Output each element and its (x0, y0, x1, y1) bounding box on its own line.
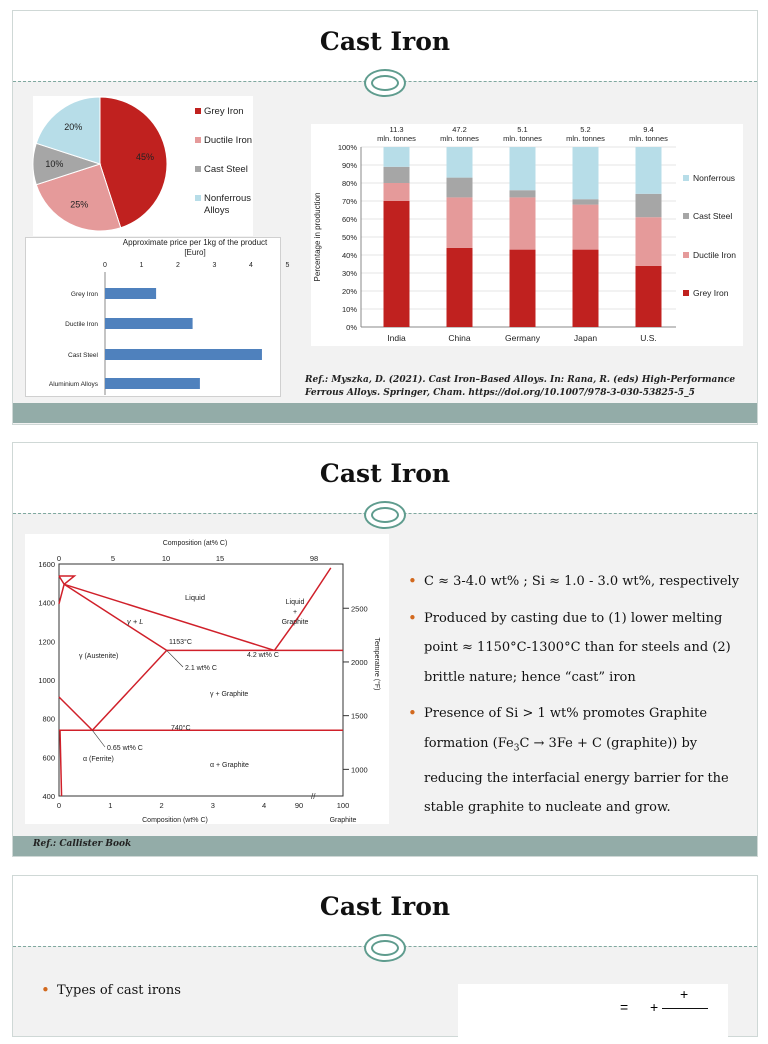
tick-label: 600 (42, 753, 55, 763)
slide-title: Cast Iron (319, 892, 451, 921)
tick-label: 5 (110, 554, 116, 563)
bullet-list (406, 567, 746, 830)
delta-line (59, 584, 64, 604)
legend-swatch (195, 195, 201, 201)
legend-swatch (195, 108, 201, 114)
tick-label: 80% (341, 179, 357, 188)
bar-segment (510, 190, 536, 197)
axis-label: Composition (at% C) (162, 540, 228, 547)
tick-label: 400 (42, 792, 55, 801)
category-label: Grey Iron (70, 291, 98, 298)
legend-swatch (683, 213, 689, 219)
bar-segment (384, 201, 410, 327)
tick-label: 50% (341, 233, 357, 242)
plus-sign: + (650, 999, 659, 1015)
bar-segment (510, 147, 536, 190)
bar-segment (573, 250, 599, 327)
bar-segment (573, 199, 599, 204)
legend-swatch (195, 137, 201, 143)
tick-label: 2 (176, 262, 180, 269)
production-chart-panel (311, 124, 743, 346)
subscript: 3 (513, 743, 520, 754)
region-label: γ + Graphite (210, 691, 249, 698)
bar (105, 349, 262, 360)
tick-label: 40% (341, 251, 357, 260)
legend-swatch (683, 175, 689, 181)
slide-title: Cast Iron (319, 459, 451, 488)
bar (105, 318, 193, 329)
tick-label: 1500 (351, 711, 368, 721)
tick-label: 3 (210, 801, 215, 810)
reference-text: Ref.: Callister Book (33, 839, 132, 849)
price-chart-panel (25, 237, 290, 397)
category-label: Germany (505, 333, 540, 343)
top-label: mln. tonnes (503, 134, 542, 143)
gamma-alpha-line (59, 697, 92, 730)
production-stacked-chart (311, 124, 743, 346)
slide-footer (13, 403, 757, 423)
plus-sign-numerator: + (680, 986, 689, 1002)
top-label: 9.4 (643, 125, 654, 134)
top-label: mln. tonnes (629, 134, 668, 143)
legend-label: Grey Iron (693, 288, 729, 298)
slide-3 (12, 875, 758, 1037)
tick-label: 2500 (351, 604, 368, 614)
top-label: mln. tonnes (440, 134, 479, 143)
slide-2 (12, 442, 758, 857)
legend-label: Ductile Iron (693, 250, 736, 260)
axis-end-label: Graphite (329, 817, 357, 824)
bar-segment (636, 147, 662, 194)
category-label: Ductile Iron (65, 321, 98, 328)
top-label: mln. tonnes (566, 134, 605, 143)
top-label: 11.3 (389, 125, 404, 134)
category-label: Japan (573, 333, 598, 343)
reference-text: Ref.: Myszka, D. (2021). Cast Iron–Based Alloys. In: Rana, R. (eds) High-Performance Ferrous Alloys. Springer, Cham. https://doi.org/10.1007/978-3-030-53825-5_5 (305, 375, 736, 398)
tick-label: 60% (341, 215, 357, 224)
annotation: 1153°C (169, 639, 192, 646)
tick-label: 0 (56, 554, 62, 563)
region-label: γ (Austenite) (79, 653, 119, 660)
axis-label: Composition (wt% C) (142, 817, 208, 824)
pie-chart (33, 96, 253, 236)
axis-break: // (311, 792, 316, 801)
category-label: Aluminium Alloys (48, 381, 98, 388)
region-label: Liquid (185, 593, 206, 602)
tick-label: 20% (341, 287, 357, 296)
region-label: α (Ferrite) (83, 756, 114, 763)
top-label: 5.1 (517, 125, 528, 134)
price-bar-chart (25, 237, 290, 397)
tick-label: 3 (212, 262, 217, 269)
chart-border (26, 238, 281, 397)
legend-label: Ductile Iron (204, 135, 253, 146)
pie-slice-label: 20% (64, 122, 83, 133)
bullet-item (406, 699, 746, 823)
bar-segment (384, 167, 410, 183)
tick-label: 1 (108, 801, 113, 810)
bar-segment (384, 147, 410, 167)
bar-segment (447, 197, 473, 247)
tick-label: 2 (159, 801, 164, 810)
top-label: 47.2 (452, 125, 467, 134)
legend-swatch (683, 290, 689, 296)
tick-label: 15 (215, 554, 225, 563)
bullet-item: • Types of cast irons (39, 976, 359, 1006)
annotation: 0.65 wt% C (107, 745, 143, 752)
bar (105, 288, 156, 299)
liquidus-line (59, 576, 274, 650)
fraction-bar (662, 1008, 708, 1009)
tick-label: 0 (56, 801, 62, 810)
bar (105, 378, 200, 389)
ornament-icon (364, 69, 406, 97)
bullet-list (39, 976, 359, 1013)
tick-label: 4 (249, 262, 253, 269)
bar-segment (573, 205, 599, 250)
chart-title: [Euro] (184, 248, 206, 257)
tick-label: 1000 (351, 765, 368, 775)
bar-segment (510, 250, 536, 327)
ornament-icon (364, 501, 406, 529)
legend-label: Cast Steel (204, 164, 248, 175)
tick-label: 100% (337, 143, 357, 152)
region-label: γ + L (127, 617, 144, 626)
bar-segment (447, 248, 473, 327)
pie-slice-label: 10% (45, 159, 64, 169)
annotation: 740°C (171, 725, 191, 732)
tick-label: 98 (309, 554, 319, 563)
tick-label: 90% (341, 161, 357, 170)
equals-sign: = (620, 999, 629, 1015)
legend-label: Nonferrous (204, 193, 251, 204)
legend-swatch (683, 252, 689, 258)
annotation: 4.2 wt% C (247, 652, 279, 659)
tick-label: 90 (294, 801, 304, 810)
leader-line (92, 730, 105, 747)
top-label: 5.2 (580, 125, 591, 134)
region-label: Graphite (281, 619, 309, 626)
tick-label: 800 (42, 714, 55, 724)
solidus-line (64, 584, 167, 650)
bar-segment (384, 183, 410, 201)
legend-label: Alloys (204, 205, 230, 216)
tick-label: 30% (341, 269, 357, 278)
solvus-line (92, 650, 166, 730)
ornament-icon (364, 934, 406, 962)
tick-label: 1000 (38, 676, 55, 685)
category-label: U.S. (640, 333, 657, 343)
formula-panel (458, 984, 728, 1044)
alpha-solvus-line (60, 730, 62, 796)
pie-slice-label: 25% (70, 199, 89, 210)
tick-label: 70% (341, 197, 357, 206)
bullet-item: • C ≈ 3-4.0 wt% ; Si ≈ 1.0 - 3.0 wt%, respectively (406, 567, 746, 597)
tick-label: 1600 (38, 560, 55, 569)
top-label: mln. tonnes (377, 134, 416, 143)
tick-label: 0 (103, 262, 107, 269)
bar-segment (573, 147, 599, 199)
category-label: Cast Steel (68, 352, 98, 359)
bar-segment (447, 147, 473, 178)
category-label: China (448, 333, 471, 343)
bar-segment (636, 217, 662, 266)
legend-label: Grey Iron (204, 106, 244, 117)
tick-label: 10% (341, 305, 357, 314)
tick-label: 100 (336, 801, 350, 810)
bar-segment (636, 266, 662, 327)
bar-segment (447, 178, 473, 198)
bullet-text: Presence of Si > 1 wt% promotes Graphite formation (Fe (424, 706, 708, 751)
tick-label: 4 (262, 801, 267, 810)
tick-label: 0% (346, 323, 357, 332)
region-label: Liquid (285, 599, 305, 606)
bar-segment (510, 197, 536, 249)
tick-label: 1400 (38, 598, 55, 608)
slide-1 (12, 10, 758, 425)
slide-title: Cast Iron (319, 27, 451, 56)
tick-label: 10 (161, 554, 171, 563)
graphite-liquidus-line (274, 568, 330, 651)
pie-chart-panel (33, 96, 253, 236)
region-label: + (292, 609, 298, 616)
tick-label: 2000 (351, 657, 368, 667)
pie-slice-label: 45% (135, 151, 155, 162)
category-label: India (387, 333, 406, 343)
region-label: α + Graphite (210, 762, 249, 769)
iron-carbon-phase-diagram (25, 534, 389, 824)
axis-label: Temperature (°F) (373, 637, 380, 691)
tick-label: 1 (139, 262, 144, 269)
bullet-item: • Produced by casting due to (1) lower melting point ≈ 1150°C-1300°C than for steels and (2) brittle nature; hence “cast” iron (406, 604, 746, 693)
legend-label: Cast Steel (693, 211, 733, 221)
legend-swatch (195, 166, 201, 172)
bar-segment (636, 194, 662, 217)
legend-label: Nonferrous (693, 173, 736, 183)
tick-label: 1200 (38, 637, 55, 647)
leader-line (167, 650, 183, 667)
bullet-text: C → 3Fe + C (graphite)) by reducing the interfacial energy barrier for the stable graphite to nucleate and grow. (424, 735, 729, 816)
annotation: 2.1 wt% C (185, 665, 217, 672)
chart-title: Approximate price per 1kg of the product (122, 238, 268, 247)
tick-label: 5 (285, 262, 290, 269)
y-axis-label: Percentage in production (313, 192, 322, 282)
phase-diagram-panel (25, 534, 389, 824)
